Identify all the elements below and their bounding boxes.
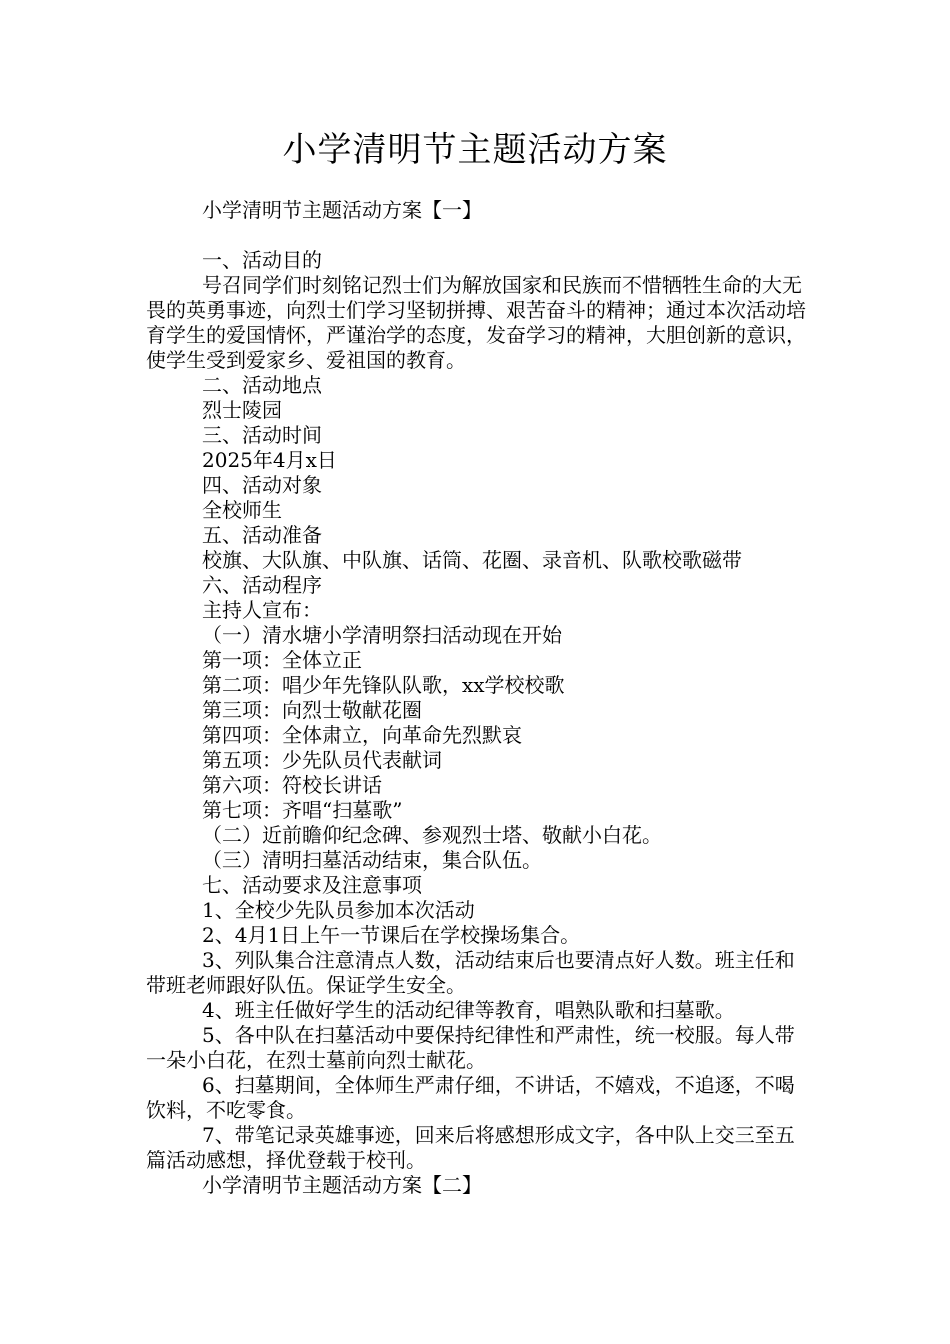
- location-text: 烈士陵园: [202, 398, 282, 422]
- program-item: 第五项：少先队员代表献词: [202, 748, 442, 772]
- requirements-heading: 七、活动要求及注意事项: [202, 873, 422, 897]
- requirement-item: 7、带笔记录英雄事迹，回来后将感想形成文字，各中队上交三至五篇活动感想，择优登载于校刊。: [146, 1123, 795, 1172]
- requirement-item: 3、列队集合注意清点人数，活动结束后也要清点好人数。班主任和带班老师跟好队伍。保证学生安全。: [146, 948, 795, 997]
- requirement-item: 5、各中队在扫墓活动中要保持纪律性和严肃性，统一校服。每人带一朵小白花，在烈士墓前向烈士献花。: [146, 1023, 795, 1072]
- program-item: 第四项：全体肃立，向革命先烈默哀: [202, 723, 522, 747]
- target-text: 全校师生: [202, 498, 282, 522]
- purpose-text: 号召同学们时刻铭记烈士们为解放国家和民族而不惜牺牲生命的大无畏的英勇事迹，向烈士们学习坚韧拼搏、艰苦奋斗的精神；通过本次活动培育学生的爱国情怀，严谨治学的态度，发奋学习的精神，大胆创新的意识，使学生受到爱家乡、爱祖国的教育。: [146, 273, 806, 372]
- time-text: 2025年4月x日: [202, 448, 337, 472]
- requirement-item: 6、扫墓期间，全体师生严肃仔细，不讲话，不嬉戏，不追逐，不喝饮料，不吃零食。: [146, 1073, 795, 1122]
- prep-heading: 五、活动准备: [202, 523, 322, 547]
- program-item: （三）清明扫墓活动结束，集合队伍。: [202, 848, 542, 872]
- host-announce: 主持人宣布：: [202, 598, 322, 622]
- program-item: 第六项：符校长讲话: [202, 773, 382, 797]
- program-item: 第一项：全体立正: [202, 648, 362, 672]
- requirement-item: 4、班主任做好学生的活动纪律等教育，唱熟队歌和扫墓歌。: [202, 998, 735, 1022]
- program-item: 第三项：向烈士敬献花圈: [202, 698, 422, 722]
- blank-line: [146, 223, 810, 248]
- prep-text: 校旗、大队旗、中队旗、话筒、花圈、录音机、队歌校歌磁带: [202, 548, 742, 572]
- section-one-heading: 小学清明节主题活动方案【一】: [202, 198, 482, 222]
- time-heading: 三、活动时间: [202, 423, 322, 447]
- program-item: 第二项：唱少年先锋队队歌，xx学校校歌: [202, 673, 565, 697]
- requirement-item: 2、4月1日上午一节课后在学校操场集合。: [202, 923, 581, 947]
- program-item: （一）清水塘小学清明祭扫活动现在开始: [202, 623, 562, 647]
- document-body: [146, 198, 810, 1198]
- program-heading: 六、活动程序: [202, 573, 322, 597]
- location-heading: 二、活动地点: [202, 373, 322, 397]
- purpose-heading: 一、活动目的: [202, 248, 322, 272]
- document-title: 小学清明节主题活动方案: [282, 130, 668, 170]
- requirement-item: 1、全校少先队员参加本次活动: [202, 898, 475, 922]
- program-item: （二）近前瞻仰纪念碑、参观烈士塔、敬献小白花。: [202, 823, 662, 847]
- target-heading: 四、活动对象: [202, 473, 322, 497]
- section-two-heading: 小学清明节主题活动方案【二】: [202, 1173, 482, 1197]
- program-item: 第七项：齐唱“扫墓歌”: [202, 798, 403, 822]
